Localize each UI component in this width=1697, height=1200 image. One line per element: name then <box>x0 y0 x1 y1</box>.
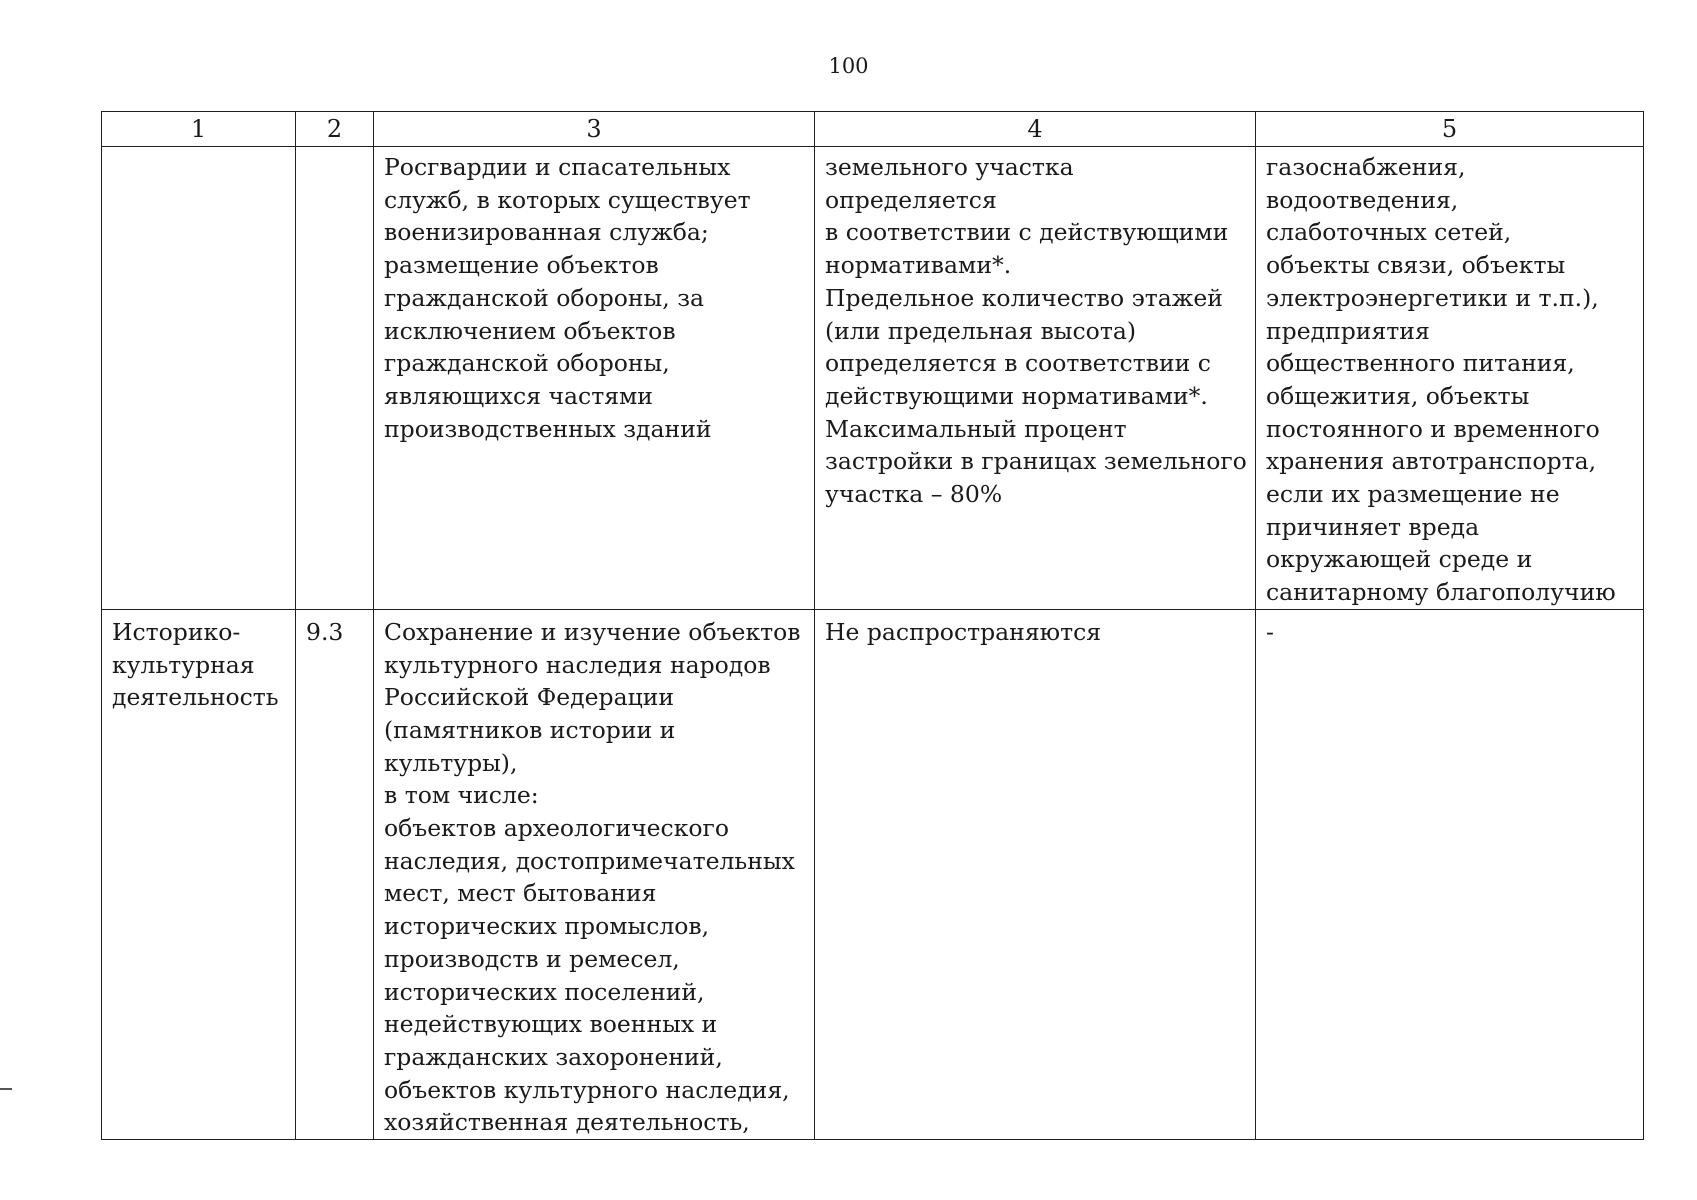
cell-text: газоснабжения, водоотведения, слаботочных сетей, объекты связи, объекты электроэнергетики и т.п.), предприятия общественного питания, общежития, объекты постоянного и временного хранения автотранспорта, если их размещение не причиняет вреда окружающей среде и санитарному благополучию <box>1266 153 1616 607</box>
cell-use-code <box>296 609 374 1139</box>
cell-text: 9.3 <box>306 617 344 646</box>
cell-text: земельного участка определяется в соответствии с действующими нормативами*. Предельное количество этажей (или предельная высота) определяется в соответствии с действующими нормативами*. Максимальный процент застройки в границах земельного участка – 80% <box>825 153 1247 509</box>
header-col-5: 5 <box>1256 112 1644 147</box>
page-number: 100 <box>828 54 869 78</box>
scan-margin-mark <box>0 1088 12 1090</box>
cell-use-description <box>374 147 815 610</box>
table-header-row <box>102 112 1644 147</box>
header-col-3: 3 <box>374 112 815 147</box>
table-row <box>102 609 1644 1139</box>
header-col-1: 1 <box>102 112 296 147</box>
cell-text: Не распространяются <box>825 617 1102 646</box>
table-row <box>102 147 1644 610</box>
cell-use-name <box>102 609 296 1139</box>
regulations-table <box>101 111 1644 1140</box>
cell-text: Росгвардии и спасательных служб, в которых существует военизированная служба; размещение объектов гражданской обороны, за исключением объектов гражданской обороны, являющихся частями производственных зданий <box>384 153 751 443</box>
header-col-4: 4 <box>815 112 1256 147</box>
cell-text: Сохранение и изучение объектов культурного наследия народов Российской Федерации (памятников истории и культуры), в том числе: объектов археологического наследия, достопримечательных мест, мест бытования исторических промыслов, производств и ремесел, исторических поселений, недействующих военных и гражданских захоронений, объектов культурного наследия, хозяйственная деятельность, <box>384 617 801 1137</box>
cell-use-description <box>374 609 815 1139</box>
cell-auxiliary-uses <box>1256 147 1644 610</box>
cell-limit-parameters <box>815 147 1256 610</box>
cell-limit-parameters <box>815 609 1256 1139</box>
cell-auxiliary-uses <box>1256 609 1644 1139</box>
cell-use-name <box>102 147 296 610</box>
cell-text: Историко- культурная деятельность <box>112 617 279 712</box>
header-col-2: 2 <box>296 112 374 147</box>
cell-use-code <box>296 147 374 610</box>
cell-text: - <box>1266 617 1274 646</box>
